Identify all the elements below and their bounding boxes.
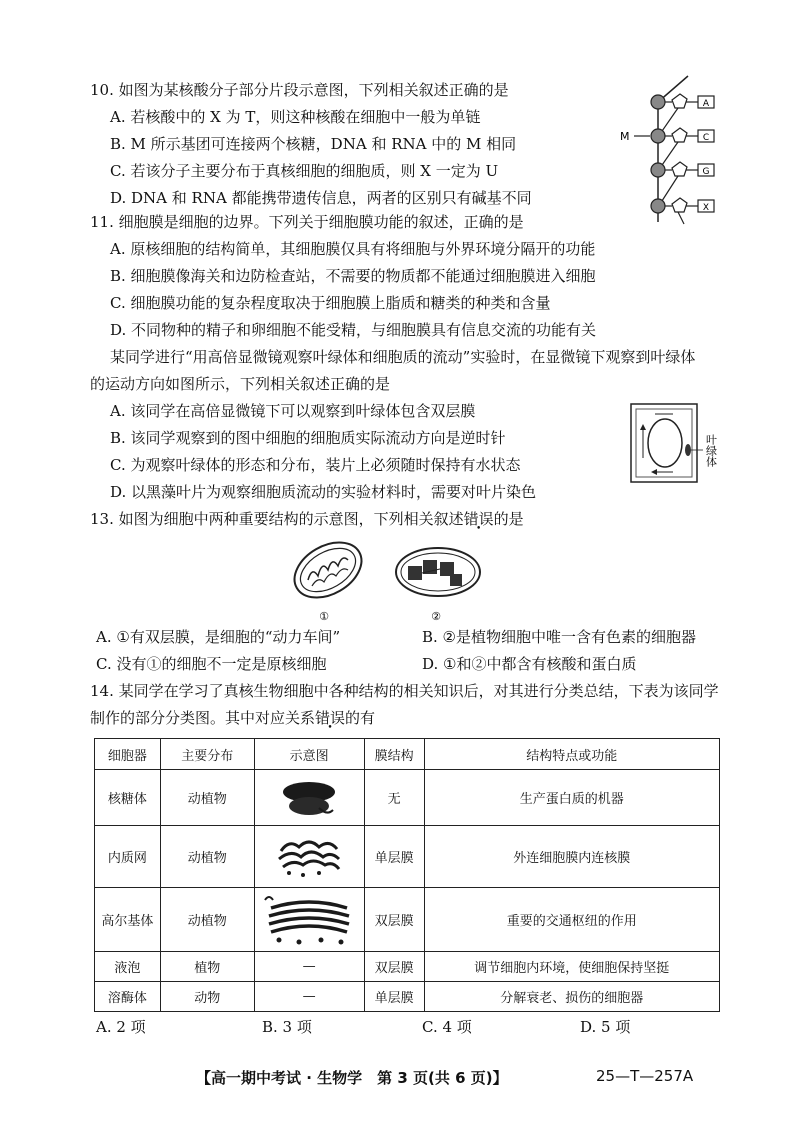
q14-answer-a: A. 2 项 bbox=[96, 1018, 146, 1036]
q11-option-a: A. 原核细胞的结构简单，其细胞膜仅具有将细胞与外界环境分隔开的功能 bbox=[110, 240, 596, 258]
golgi-diagram-cell bbox=[254, 888, 364, 952]
q12-option-c: C. 为观察叶绿体的形态和分布，装片上必须随时保持有水状态 bbox=[110, 456, 521, 474]
base-label-2: C bbox=[702, 133, 710, 143]
q10-option-d: D. DNA 和 RNA 都能携带遗传信息，两者的区别只有碱基不同 bbox=[110, 189, 532, 207]
q13-stem bbox=[90, 509, 524, 529]
table-row bbox=[95, 770, 720, 826]
table-header-cell: 细胞器 bbox=[95, 739, 161, 770]
q12-stem-line1: 某同学进行“用高倍显微镜观察叶绿体和细胞质的流动”实验时，在显微镜下观察到叶绿体 bbox=[110, 348, 696, 366]
q12-option-d: D. 以黑藻叶片为观察细胞质流动的实验材料时，需要对叶片染色 bbox=[110, 483, 537, 501]
q12-stem-line2: 的运动方向如图所示，下列相关叙述正确的是 bbox=[90, 375, 391, 393]
nucleic-acid-figure bbox=[620, 72, 730, 232]
table-cell: 内质网 bbox=[95, 826, 161, 888]
q14-answer-c: C. 4 项 bbox=[422, 1018, 472, 1036]
q13-option-c: C. 没有①的细胞不一定是原核细胞 bbox=[96, 655, 327, 673]
q14-stem-before: 制作的部分分类图。其中对应关系 bbox=[90, 709, 316, 727]
q10-stem: 10. 如图为某核酸分子部分片段示意图，下列相关叙述正确的是 bbox=[90, 81, 509, 99]
table-cell: 分解衰老、损伤的细胞器 bbox=[424, 982, 719, 1012]
q12-option-a: A. 该同学在高倍显微镜下可以观察到叶绿体包含双层膜 bbox=[110, 402, 476, 420]
table-cell: 高尔基体 bbox=[95, 888, 161, 952]
table-cell: 双层膜 bbox=[364, 952, 424, 982]
q12-option-b: B. 该同学观察到的图中细胞的细胞质实际流动方向是逆时针 bbox=[110, 429, 506, 447]
table-cell: 双层膜 bbox=[364, 888, 424, 952]
cell-flow-figure bbox=[625, 398, 725, 490]
table-cell: 动植物 bbox=[160, 826, 254, 888]
exam-code: 25—T—257A bbox=[596, 1067, 694, 1085]
q10-option-a: A. 若核酸中的 X 为 T，则这种核酸在细胞中一般为单链 bbox=[110, 108, 481, 126]
table-header-cell: 示意图 bbox=[254, 739, 364, 770]
q13-stem-before: 13. 如图为细胞中两种重要结构的示意图，下列相关叙述 bbox=[90, 510, 464, 528]
q14-stem-line1: 14. 某同学在学习了真核生物细胞中各种结构的相关知识后，对其进行分类总结，下表为该同学 bbox=[90, 682, 719, 700]
chloroplast-label: 叶绿体 bbox=[704, 434, 718, 467]
table-cell: 植物 bbox=[160, 952, 254, 982]
q11-option-d: D. 不同物种的精子和卵细胞不能受精，与细胞膜具有信息交流的功能有关 bbox=[110, 321, 597, 339]
base-label-3: G bbox=[702, 167, 710, 177]
fig-label-2: ② bbox=[431, 610, 441, 623]
table-cell: 单层膜 bbox=[364, 826, 424, 888]
q13-stem-emphasis: 错误 bbox=[463, 510, 494, 528]
table-cell: — bbox=[254, 982, 364, 1012]
organelle-table bbox=[94, 738, 720, 1012]
q14-stem-emphasis: 错误 bbox=[315, 709, 346, 727]
table-cell: 动物 bbox=[160, 982, 254, 1012]
q14-stem-after: 的有 bbox=[345, 709, 376, 727]
page-footer: 【高一期中考试 · 生物学 第 3 页(共 6 页)】 bbox=[196, 1069, 508, 1087]
table-cell: 调节细胞内环境，使细胞保持坚挺 bbox=[424, 952, 719, 982]
table-cell: — bbox=[254, 952, 364, 982]
ribosome-diagram bbox=[269, 778, 349, 818]
table-header-row bbox=[95, 739, 720, 770]
table-cell: 液泡 bbox=[95, 952, 161, 982]
organelle-figures bbox=[290, 536, 500, 626]
base-label-1: A bbox=[702, 99, 710, 109]
fig-label-1: ① bbox=[319, 610, 329, 623]
q13-stem-after: 的是 bbox=[493, 510, 524, 528]
ribosome-diagram-cell bbox=[254, 770, 364, 826]
table-cell: 溶酶体 bbox=[95, 982, 161, 1012]
q14-answer-d: D. 5 项 bbox=[580, 1018, 631, 1036]
q10-option-b: B. M 所示基团可连接两个核糖，DNA 和 RNA 中的 M 相同 bbox=[110, 135, 517, 153]
table-cell: 生产蛋白质的机器 bbox=[424, 770, 719, 826]
q14-answer-b: B. 3 项 bbox=[262, 1018, 312, 1036]
q13-option-b: B. ②是植物细胞中唯一含有色素的细胞器 bbox=[422, 628, 697, 646]
q11-option-b: B. 细胞膜像海关和边防检查站，不需要的物质都不能通过细胞膜进入细胞 bbox=[110, 267, 596, 285]
q13-option-d: D. ①和②中都含有核酸和蛋白质 bbox=[422, 655, 637, 673]
base-label-4: X bbox=[702, 203, 710, 213]
mitochondrion-figure bbox=[290, 536, 371, 623]
table-cell: 核糖体 bbox=[95, 770, 161, 826]
table-cell: 单层膜 bbox=[364, 982, 424, 1012]
er-diagram-cell bbox=[254, 826, 364, 888]
er-diagram bbox=[269, 833, 349, 881]
q14-stem-line2 bbox=[90, 708, 375, 728]
table-row bbox=[95, 888, 720, 952]
m-label: M bbox=[620, 130, 630, 143]
table-cell: 动植物 bbox=[160, 888, 254, 952]
table-header-cell: 主要分布 bbox=[160, 739, 254, 770]
table-cell: 重要的交通枢纽的作用 bbox=[424, 888, 719, 952]
q10-option-c: C. 若该分子主要分布于真核细胞的细胞质，则 X 一定为 U bbox=[110, 162, 499, 180]
table-row bbox=[95, 982, 720, 1012]
table-header-cell: 膜结构 bbox=[364, 739, 424, 770]
q13-option-a: A. ①有双层膜，是细胞的“动力车间” bbox=[96, 628, 341, 646]
table-row bbox=[95, 826, 720, 888]
golgi-diagram bbox=[259, 892, 359, 948]
q11-stem: 11. 细胞膜是细胞的边界。下列关于细胞膜功能的叙述，正确的是 bbox=[90, 213, 524, 231]
table-cell: 无 bbox=[364, 770, 424, 826]
table-cell: 外连细胞膜内连核膜 bbox=[424, 826, 719, 888]
chloroplast-figure bbox=[396, 548, 480, 623]
table-row bbox=[95, 952, 720, 982]
q11-option-c: C. 细胞膜功能的复杂程度取决于细胞膜上脂质和糖类的种类和含量 bbox=[110, 294, 551, 312]
table-header-cell: 结构特点或功能 bbox=[424, 739, 719, 770]
table-cell: 动植物 bbox=[160, 770, 254, 826]
